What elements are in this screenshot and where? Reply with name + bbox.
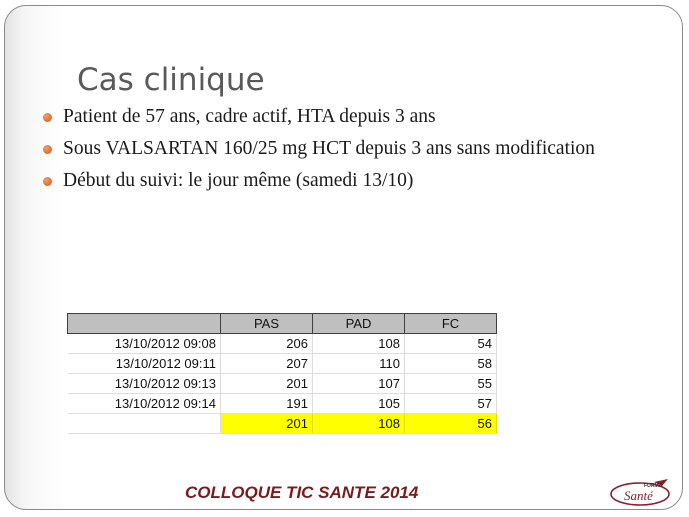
forma-sante-logo [608,476,676,508]
cell-datetime: 13/10/2012 09:14 [68,394,221,414]
average-label-cell [68,414,221,434]
cell-pas: 206 [221,334,313,354]
average-fc: 56 [405,414,497,434]
cell-pad: 108 [313,334,405,354]
bullet-text: Patient de 57 ans, cadre actif, HTA depuis 3 ans [63,106,436,127]
cell-pas: 207 [221,354,313,374]
bullet-item [43,168,663,194]
footer-text: COLLOQUE TIC SANTE 2014 [185,483,419,502]
table-row [68,394,497,414]
slide-title: Cas clinique [77,62,265,98]
header-cell-blank [68,314,221,334]
cell-datetime: 13/10/2012 09:08 [68,334,221,354]
cell-pad: 110 [313,354,405,374]
cell-pas: 201 [221,374,313,394]
bullet-icon [43,177,52,186]
average-pad: 108 [313,414,405,434]
bullet-icon [43,113,52,122]
average-row [68,414,497,434]
slide [4,5,683,510]
table-row [68,374,497,394]
bullet-item [43,104,663,130]
header-cell-pad: PAD [313,314,405,334]
cell-fc: 58 [405,354,497,374]
logo-text: Santé [624,488,653,503]
average-pas: 201 [221,414,313,434]
cell-fc: 54 [405,334,497,354]
cell-pad: 105 [313,394,405,414]
header-cell-pas: PAS [221,314,313,334]
blood-pressure-table [67,313,497,434]
cell-fc: 57 [405,394,497,414]
cell-datetime: 13/10/2012 09:11 [68,354,221,374]
cell-datetime: 13/10/2012 09:13 [68,374,221,394]
header-cell-fc: FC [405,314,497,334]
cell-pad: 107 [313,374,405,394]
table-header-row [68,314,497,334]
bullet-list [43,104,663,200]
table-row [68,354,497,374]
bullet-text: Sous VALSARTAN 160/25 mg HCT depuis 3 ans sans modification [63,138,595,159]
bullet-text: Début du suivi: le jour même (samedi 13/10) [63,170,414,191]
table-row [68,334,497,354]
logo-small-text: FORMA [644,483,663,489]
bullet-icon [43,145,52,154]
bullet-item [43,136,663,162]
cell-fc: 55 [405,374,497,394]
cell-pas: 191 [221,394,313,414]
